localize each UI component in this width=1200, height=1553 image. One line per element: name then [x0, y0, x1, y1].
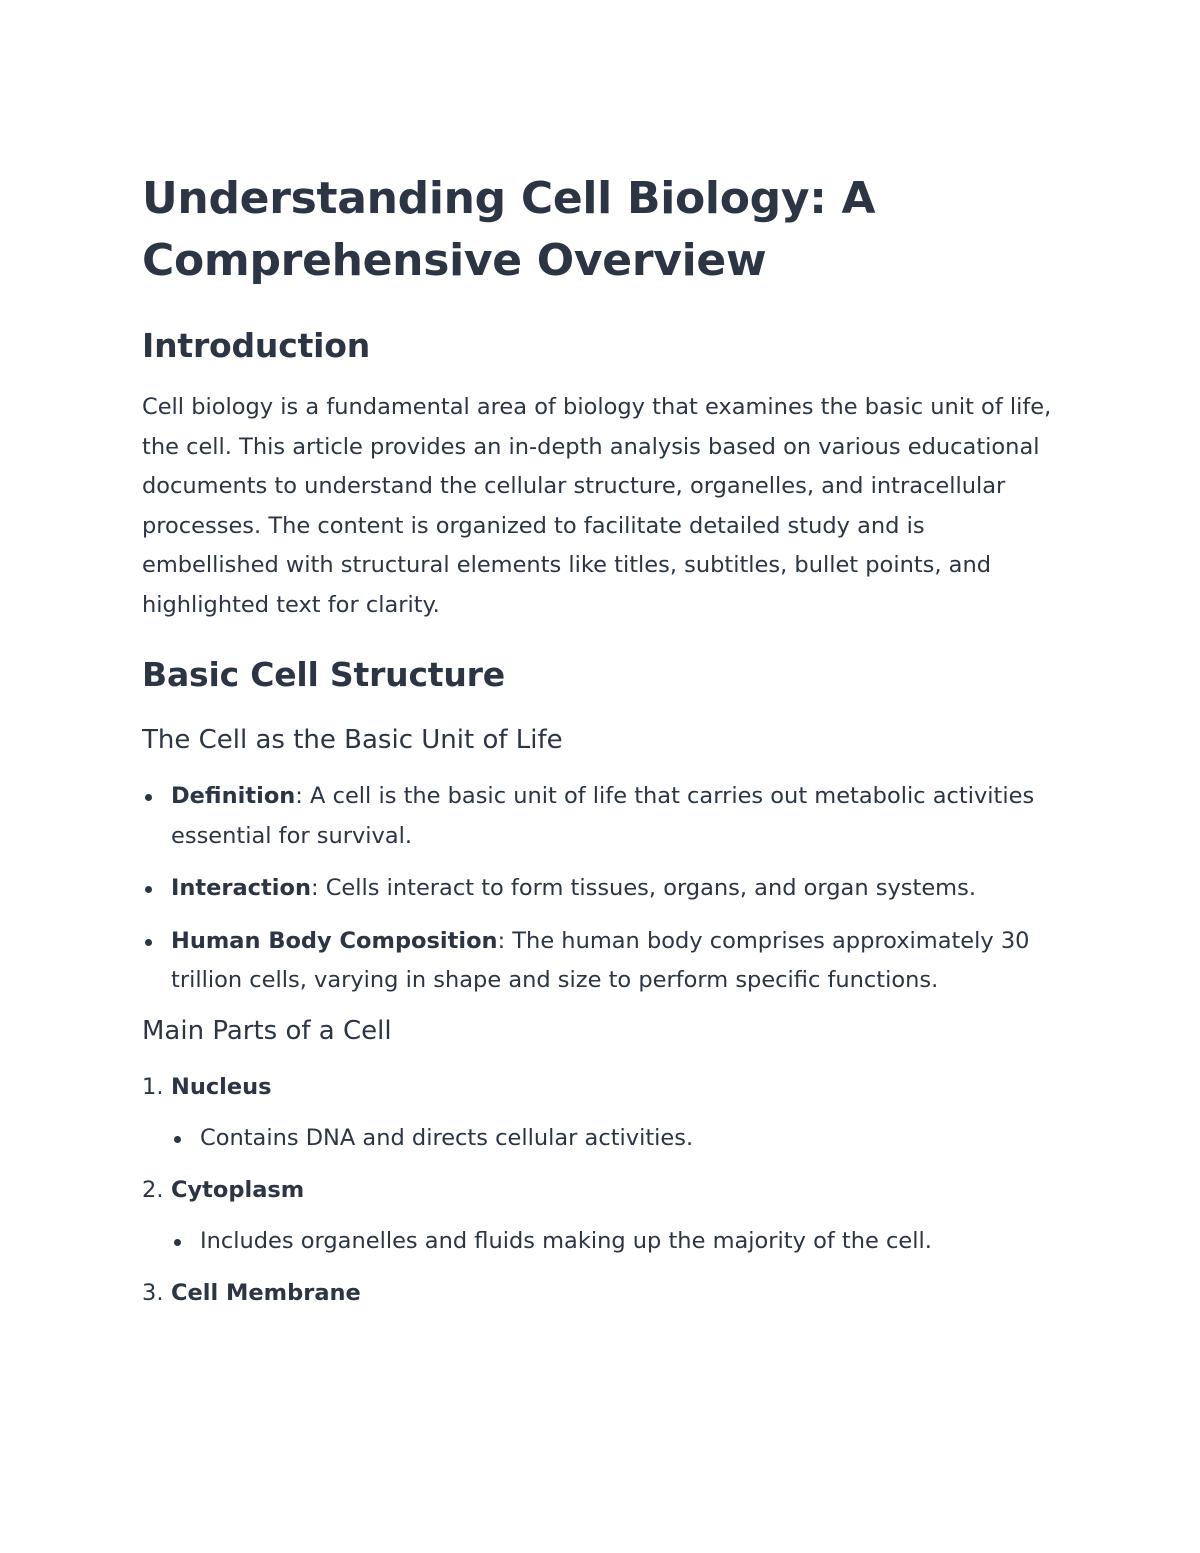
part-title: Nucleus — [171, 1073, 272, 1100]
part-item-nucleus — [142, 1068, 1062, 1159]
introduction-paragraph: Cell biology is a fundamental area of biology that examines the basic unit of life, the cell. This article provides an in-depth analysis based on various educational documents to understand the cellular structure, organelles, and intracellular processes. The content is organized to facilitate detailed study and is embellished with structural elements like titles, subtitles, bullet points, and highlighted text for clarity. — [142, 394, 1052, 618]
list-item-text: : Cells interact to form tissues, organs, and organ systems. — [310, 875, 976, 901]
main-parts-heading: Main Parts of a Cell — [142, 1015, 392, 1046]
unit-of-life-heading: The Cell as the Basic Unit of Life — [142, 725, 563, 755]
list-item-term: Definition — [171, 783, 296, 809]
unit-of-life-list — [142, 777, 1062, 1001]
part-item-cytoplasm — [142, 1171, 1062, 1262]
main-parts-list — [142, 1068, 1062, 1314]
basic-cell-structure-heading: Basic Cell Structure — [142, 655, 505, 694]
list-item — [142, 869, 1062, 909]
part-title: Cytoplasm — [171, 1176, 305, 1203]
part-detail: Contains DNA and directs cellular activities. — [142, 1119, 1062, 1159]
document-title: Understanding Cell Biology: A Comprehensive Overview — [142, 173, 876, 286]
list-item-text: : A cell is the basic unit of life that carries out metabolic activities essential for survival. — [171, 783, 1035, 849]
document-page — [142, 168, 1062, 1325]
list-item-term: Human Body Composition — [171, 927, 498, 954]
part-number: 3. — [142, 1279, 164, 1306]
part-detail-list — [142, 1222, 1062, 1262]
list-item — [142, 777, 1062, 856]
list-item-term: Interaction — [171, 875, 311, 901]
list-item — [142, 922, 1062, 1001]
part-title: Cell Membrane — [171, 1279, 361, 1306]
part-number: 1. — [142, 1073, 164, 1100]
introduction-heading: Introduction — [142, 326, 371, 365]
part-detail-list — [142, 1119, 1062, 1159]
part-detail: Includes organelles and fluids making up the majority of the cell. — [142, 1222, 1062, 1262]
list-item-text: : The human body comprises approximately 30 trillion cells, varying in shape and size to perform specific functions. — [171, 927, 1030, 993]
part-item-cell-membrane — [142, 1274, 1062, 1314]
part-number: 2. — [142, 1176, 164, 1203]
